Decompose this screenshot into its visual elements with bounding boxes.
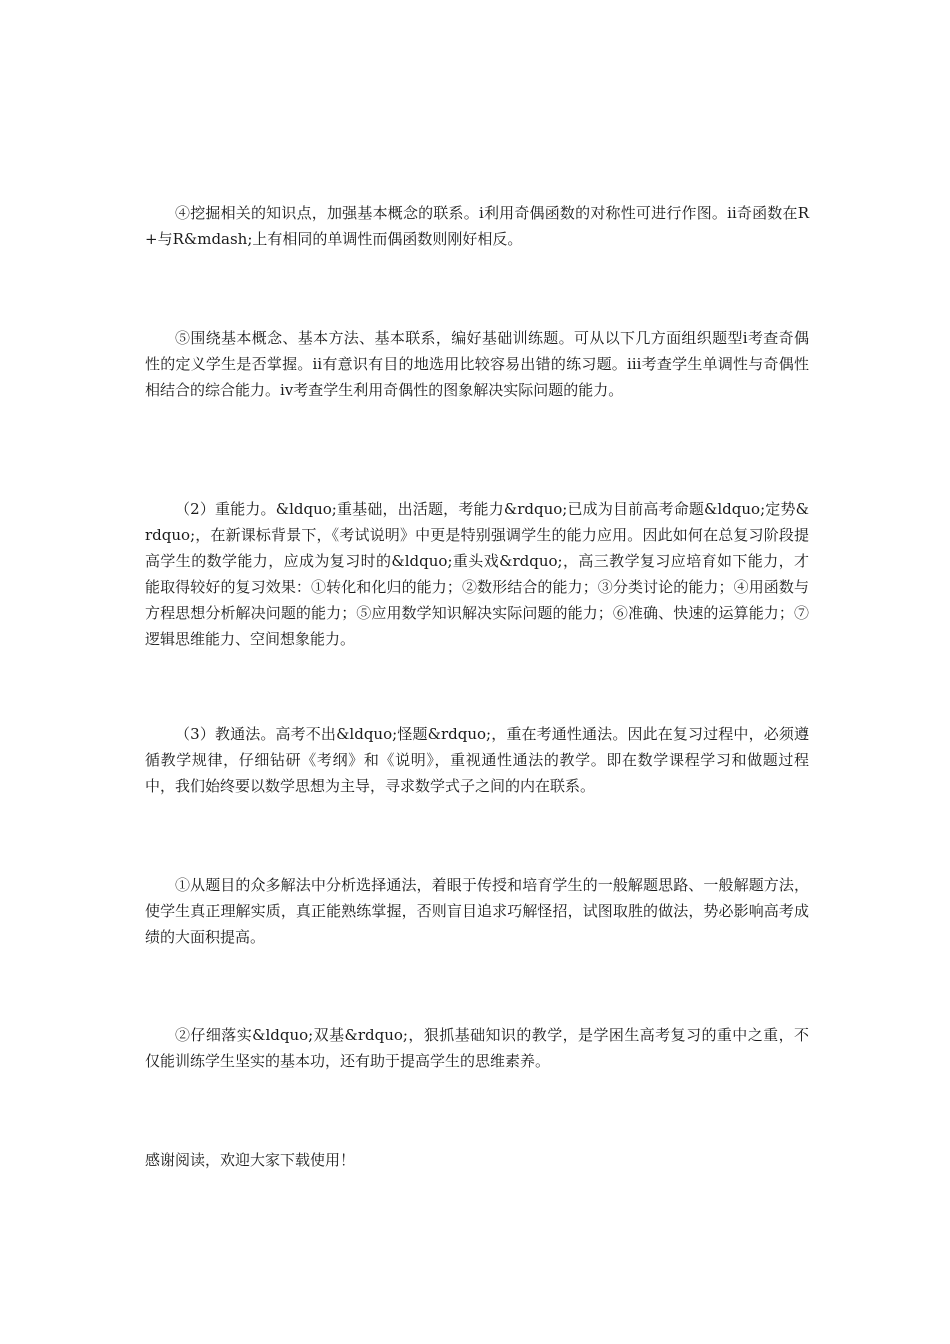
paragraph-basic-exercises: ⑤围绕基本概念、基本方法、基本联系，编好基础训练题。可从以下几方面组织题型ⅰ考查奇偶性的定义学生是否掌握。ⅱ有意识有目的地选用比较容易出错的练习题。ⅲ考查学生单调性与奇偶性相结合的综合能力。ⅳ考查学生利用奇偶性的图象解决实际问题的能力。 [145,329,809,399]
paragraph-choose-general-method: ①从题目的众多解法中分析选择通法，着眼于传授和培育学生的一般解题思路、一般解题方法，使学生真正理解实质，真正能熟练掌握，否则盲目追求巧解怪招，试图取胜的做法，势必影响高考成绩的大面积提高。 [145,876,809,946]
paragraph-general-methods: （3）教通法。高考不出&ldquo;怪题&rdquo;，重在考通性通法。因此在复习过程中，必须遵循教学规律，仔细钻研《考纲》和《说明》，重视通性通法的教学。即在数学课程学习和做题过程中，我们始终要以数学思想为主导，寻求数学式子之间的内在联系。 [145,725,809,795]
paragraph-abilities: （2）重能力。&ldquo;重基础，出活题，考能力&rdquo;已成为目前高考命题&ldquo;定势&rdquo;，在新课标背景下，《考试说明》中更是特别强调学生的能力应用。因此如何在总复习阶段提高学生的数学能力，应成为复习时的&ldquo;重头戏&rdquo;，高三教学复习应培育如下能力，才能取得较好的复习效果：①转化和化归的能力；②数形结合的能力；③分类讨论的能力；④用函数与方程思想分析解决问题的能力；⑤应用数学知识解决实际问题的能力；⑥准确、快速的运算能力；⑦逻辑思维能力、空间想象能力。 [145,500,809,648]
paragraph-double-basics: ②仔细落实&ldquo;双基&rdquo;，狠抓基础知识的教学，是学困生高考复习的重中之重，不仅能训练学生坚实的基本功，还有助于提高学生的思维素养。 [145,1026,809,1070]
closing-note: 感谢阅读，欢迎大家下载使用！ [145,1151,356,1169]
paragraph-symmetry: ④挖掘相关的知识点，加强基本概念的联系。ⅰ利用奇偶函数的对称性可进行作图。ⅱ奇函数在R+与R&mdash;上有相同的单调性而偶函数则刚好相反。 [145,204,809,248]
